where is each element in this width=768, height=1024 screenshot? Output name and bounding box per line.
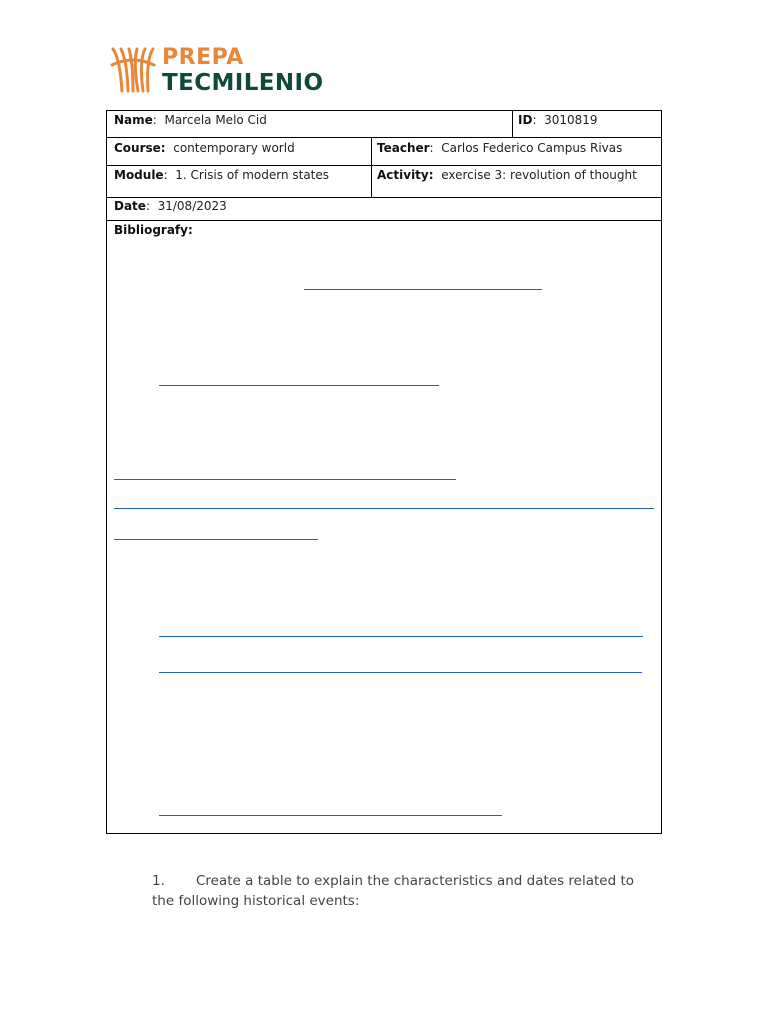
module-label: Module	[114, 168, 164, 182]
name-label: Name	[114, 113, 153, 127]
activity-value: exercise 3: revolution of thought	[441, 168, 637, 182]
bibliography-link[interactable]	[114, 539, 318, 540]
row-divider	[107, 220, 661, 221]
date-value: 31/08/2023	[157, 199, 227, 213]
bibliography-link[interactable]	[159, 672, 642, 673]
row-divider	[107, 137, 661, 138]
logo-tecmilenio-text: TECMILENIO	[162, 70, 324, 96]
teacher-cell: Teacher: Carlos Federico Campus Rivas	[377, 141, 623, 155]
teacher-value: Carlos Federico Campus Rivas	[441, 141, 623, 155]
course-label: Course:	[114, 141, 166, 155]
id-cell: ID: 3010819	[518, 113, 598, 127]
tecmilenio-tree-icon	[110, 45, 156, 93]
bibliography-link[interactable]	[159, 815, 502, 816]
id-value: 3010819	[544, 113, 598, 127]
student-info-table	[106, 110, 662, 834]
date-cell: Date: 31/08/2023	[114, 199, 227, 213]
question-number: 1.	[152, 873, 165, 889]
activity-cell	[377, 168, 637, 182]
bibliography-cell	[114, 223, 193, 237]
module-cell: Module: 1. Crisis of modern states	[114, 168, 330, 182]
name-value: Marcela Melo Cid	[164, 113, 267, 127]
bibliography-link[interactable]	[159, 636, 643, 637]
teacher-label: Teacher	[377, 141, 430, 155]
activity-label: Activity:	[377, 168, 434, 182]
bibliography-link[interactable]	[114, 508, 654, 509]
bibliography-link[interactable]	[114, 479, 456, 480]
course-value: contemporary world	[173, 141, 295, 155]
id-label: ID	[518, 113, 533, 127]
row-divider	[107, 197, 661, 198]
course-cell	[114, 141, 295, 155]
row-divider	[107, 165, 661, 166]
prepa-tecmilenio-logo	[110, 45, 330, 97]
logo-prepa-text: PREPA	[162, 45, 244, 70]
column-divider	[512, 111, 513, 138]
bibliography-label: Bibliografy:	[114, 223, 193, 237]
bibliography-link[interactable]	[304, 289, 542, 290]
column-divider	[371, 137, 372, 198]
question-1	[152, 871, 652, 911]
name-cell: Name: Marcela Melo Cid	[114, 113, 267, 127]
question-text: Create a table to explain the characteristics and dates related to the following historical events:	[152, 873, 635, 909]
bibliography-link[interactable]	[159, 385, 439, 386]
module-value: 1. Crisis of modern states	[175, 168, 330, 182]
date-label: Date	[114, 199, 146, 213]
